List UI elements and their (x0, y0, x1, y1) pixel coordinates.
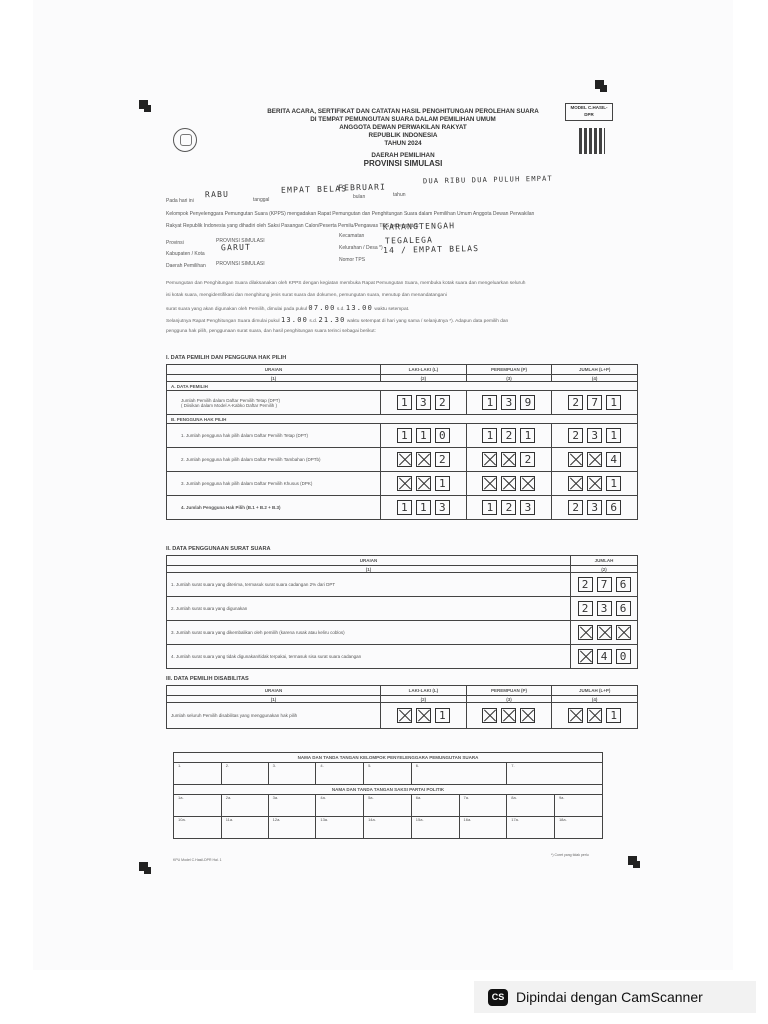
dapil-value: PROVINSI SIMULASI (216, 261, 265, 267)
value-cell (466, 496, 552, 520)
crossed-box (616, 625, 631, 640)
row-label: 3. Jumlah pengguna hak pilih dalam Daftar Pemilih Khusus (DPK) (167, 472, 381, 496)
ballot-usage-table (166, 555, 638, 669)
digit-box: 1 (397, 428, 412, 443)
digit-box: 1 (606, 476, 621, 491)
row-label: 3. Jumlah surat suara yang dikembalikan oleh pemilih (karena rusak atau keliru coblos) (167, 621, 571, 645)
section-3-title: III. DATA PEMILIH DISABILITAS (166, 676, 249, 682)
tps-value: 14 / EMPAT BELAS (382, 243, 480, 256)
signature-cell: 7. (507, 763, 603, 785)
header-daerah: DAERAH PEMILIHAN (371, 152, 435, 159)
form-paper (33, 0, 733, 970)
row-label: 2. Jumlah pengguna hak pilih dalam Daftar Pemilih Tambahan (DPTb) (167, 448, 381, 472)
row-label (167, 391, 381, 415)
value-cell (552, 391, 638, 415)
crossed-box (578, 649, 593, 664)
start-time: 07.00 (308, 304, 336, 312)
day-value: RABU (204, 189, 230, 200)
digit-box: 1 (520, 428, 535, 443)
model-badge: MODEL C.HASIL-DPR (565, 103, 613, 121)
col-number: (1) (167, 696, 381, 703)
kecamatan-label: Kecamatan (339, 233, 365, 239)
value-cell (552, 496, 638, 520)
form-header (203, 108, 603, 168)
value-cell (552, 424, 638, 448)
provinsi-label: Provinsi (166, 240, 184, 246)
kabupaten-value: GARUT (220, 242, 252, 253)
signature-cell: 3a. (268, 795, 316, 817)
provinsi-value: PROVINSI SIMULASI (216, 238, 265, 244)
signature-cell: 4a. (316, 795, 364, 817)
value-cell (381, 424, 467, 448)
value-cell (466, 391, 552, 415)
paragraph-line: pengguna hak pilih, penggunaan surat suara, dan hasil penghitungan suara terinci sebagai berikut: (166, 329, 376, 334)
crossed-box (482, 476, 497, 491)
col-jumlah: JUMLAH (571, 556, 638, 566)
header-line: BERITA ACARA, SERTIFIKAT DAN CATATAN HASIL PENGHITUNGAN PEROLEHAN SUARA (267, 108, 539, 115)
value-cell (381, 391, 467, 415)
crossed-box (568, 476, 583, 491)
table-row (167, 621, 638, 645)
signature-cell: 14a. (364, 817, 412, 839)
digit-box: 2 (501, 500, 516, 515)
kpu-logo-icon (173, 128, 197, 152)
footnote-left: KPU Model C.Hasil-DPR Hal. 1 (173, 858, 222, 862)
col-number: (3) (466, 375, 552, 382)
value-cell (552, 472, 638, 496)
value-cell (381, 496, 467, 520)
crossed-box (501, 708, 516, 723)
col-jumlah: JUMLAH (L+P) (552, 365, 638, 375)
paragraph-text: s.d. (336, 307, 345, 312)
col-uraian: URAIAN (167, 365, 381, 375)
crossed-box (482, 708, 497, 723)
dapil-label: Daerah Pemilihan (166, 263, 206, 269)
watermark-text: Dipindai dengan CamScanner (516, 989, 703, 1005)
crossed-box (397, 452, 412, 467)
col-number: (4) (552, 375, 638, 382)
digit-box: 1 (482, 395, 497, 410)
camscanner-watermark (474, 981, 756, 1013)
crossed-box (482, 452, 497, 467)
digit-box: 3 (597, 601, 612, 616)
corner-marker (595, 80, 604, 89)
voter-data-table (166, 364, 638, 520)
value-cell (571, 621, 638, 645)
table-row (167, 424, 638, 448)
section-2-title: II. DATA PENGGUNAAN SURAT SUARA (166, 546, 271, 552)
value-cell (571, 573, 638, 597)
scanned-photo (33, 0, 733, 970)
digit-box: 1 (482, 500, 497, 515)
signature-cell: 5. (364, 763, 412, 785)
paragraph-line: isi kotak suara, mengidentifikasi dan menghitung jenis surat suara dan dokumen, pemungutan suara, menutup dan menandatangani (166, 293, 447, 298)
signature-cell: 16a. (459, 817, 507, 839)
value-cell (571, 597, 638, 621)
digit-box: 1 (397, 395, 412, 410)
crossed-box (416, 452, 431, 467)
col-number: (1) (167, 566, 571, 573)
col-uraian: URAIAN (167, 556, 571, 566)
crossed-box (568, 708, 583, 723)
col-uraian: URAIAN (167, 686, 381, 696)
corner-marker (139, 862, 148, 871)
footnote-right: *) Coret yang tidak perlu (551, 853, 589, 857)
digit-box: 4 (597, 649, 612, 664)
digit-box: 1 (606, 395, 621, 410)
date-value: EMPAT BELAS (280, 184, 348, 195)
crossed-box (501, 452, 516, 467)
month-value: FEBRUARI (337, 182, 387, 193)
digit-box: 1 (416, 428, 431, 443)
kecamatan-value: KARANGTENGAH (382, 221, 456, 232)
header-line: ANGGOTA DEWAN PERWAKILAN RAKYAT (339, 124, 467, 131)
table-row (167, 391, 638, 415)
digit-box: 1 (416, 500, 431, 515)
disability-table (166, 685, 638, 729)
table-row (167, 496, 638, 520)
end-time: 13.00 (345, 304, 373, 312)
signature-cell: 17a. (507, 817, 555, 839)
section-1-title: I. DATA PEMILIH DAN PENGGUNA HAK PILIH (166, 355, 287, 361)
digit-box: 3 (587, 500, 602, 515)
value-cell (552, 448, 638, 472)
row-label: 2. Jumlah surat suara yang digunakan (167, 597, 571, 621)
header-provinsi: PROVINSI SIMULASI (363, 159, 443, 168)
crossed-box (416, 708, 431, 723)
camscanner-logo-icon: CS (488, 989, 508, 1006)
paragraph-text: Selanjutnya Rapat Penghitungan Suara dimulai pukul (166, 319, 280, 324)
tps-label: Nomor TPS (339, 257, 366, 263)
crossed-box (587, 476, 602, 491)
row-label: Jumlah seluruh Pemilih disabilitas yang menggunakan hak pilih (167, 703, 381, 729)
digit-box: 2 (435, 452, 450, 467)
signature-cell: 4. (316, 763, 364, 785)
signature-cell: 13a. (316, 817, 364, 839)
saksi-row (174, 795, 603, 817)
signature-cell: 6. (411, 763, 506, 785)
digit-box: 1 (435, 476, 450, 491)
digit-box: 3 (501, 395, 516, 410)
col-number: (2) (571, 566, 638, 573)
col-laki: LAKI-LAKI (L) (381, 686, 467, 696)
value-cell (466, 424, 552, 448)
kelurahan-label: Kelurahan / Desa *) (339, 245, 383, 251)
digit-box: 7 (597, 577, 612, 592)
digit-box: 0 (435, 428, 450, 443)
crossed-box (578, 625, 593, 640)
digit-box: 9 (520, 395, 535, 410)
kelurahan-value: TEGALEGA (384, 235, 434, 246)
header-line: REPUBLIK INDONESIA (368, 132, 438, 139)
row-label-sub: ( Diisikan dalam Model A-Kabko Daftar Pemilih ) (181, 402, 278, 408)
month-label: bulan (353, 194, 366, 200)
subsection-a-title: A. DATA PEMILIH (167, 382, 638, 391)
crossed-box (587, 452, 602, 467)
signature-cell: 9a. (554, 795, 602, 817)
digit-box: 6 (616, 577, 631, 592)
intro-sentence: Rakyat Republik Indonesia yang dihadiri oleh Saksi Pasangan Calon/Peserta Pemilu/Pengawas TPS bertempat di: (166, 223, 420, 229)
digit-box: 1 (482, 428, 497, 443)
date-label: tanggal (253, 197, 270, 203)
digit-box: 2 (501, 428, 516, 443)
count-end-time: 21.30 (318, 316, 346, 324)
subsection-b-title: B. PENGGUNA HAK PILIH (167, 415, 638, 424)
paragraph-text: surat suara yang akan digunakan oleh Pemilih, dimulai pada pukul (166, 307, 308, 312)
col-number: (4) (552, 696, 638, 703)
signature-cell: 15a. (411, 817, 459, 839)
col-perempuan: PEREMPUAN (P) (466, 686, 552, 696)
day-label: Pada hari ini (166, 198, 194, 204)
signature-cell: 8a. (507, 795, 555, 817)
corner-marker (139, 100, 148, 109)
row-label: 1. Jumlah pengguna hak pilih dalam Daftar Pemilih Tetap (DPT) (167, 424, 381, 448)
value-cell (381, 448, 467, 472)
saksi-title: NAMA DAN TANDA TANGAN SAKSI PARTAI POLITIK (174, 785, 603, 795)
col-number: (3) (466, 696, 552, 703)
crossed-box (597, 625, 612, 640)
crossed-box (397, 476, 412, 491)
digit-box: 1 (606, 708, 621, 723)
row-label-text: Jumlah Pemilih dalam Daftar Pemilih Tetap (DPT) (181, 397, 280, 403)
value-cell (466, 472, 552, 496)
table-row (167, 448, 638, 472)
col-number: (1) (167, 375, 381, 382)
value-cell (552, 703, 638, 729)
signature-cell: 12a. (268, 817, 316, 839)
signature-cell: 5a. (364, 795, 412, 817)
signature-cell: 10a. (174, 817, 222, 839)
digit-box: 0 (616, 649, 631, 664)
paragraph-text: waktu setempat. (374, 307, 410, 312)
digit-box: 2 (568, 500, 583, 515)
digit-box: 3 (416, 395, 431, 410)
year-label: tahun (393, 192, 406, 198)
digit-box: 6 (616, 601, 631, 616)
digit-box: 2 (435, 395, 450, 410)
signature-cell: 1. (174, 763, 222, 785)
crossed-box (520, 708, 535, 723)
crossed-box (587, 708, 602, 723)
row-label: 4. Jumlah surat suara yang tidak digunakan/tidak terpakai, termasuk sisa surat suara cadangan (167, 645, 571, 669)
header-line: DI TEMPAT PEMUNGUTAN SUARA DALAM PEMILIHAN UMUM (310, 116, 496, 123)
table-row (167, 573, 638, 597)
value-cell (466, 448, 552, 472)
saksi-row (174, 817, 603, 839)
crossed-box (501, 476, 516, 491)
signature-cell: 2a. (221, 795, 268, 817)
signature-cell: 2. (221, 763, 268, 785)
digit-box: 6 (606, 500, 621, 515)
year-value: DUA RIBU DUA PULUH EMPAT (422, 174, 554, 186)
digit-box: 1 (606, 428, 621, 443)
crossed-box (416, 476, 431, 491)
col-number: (2) (381, 375, 467, 382)
digit-box: 4 (606, 452, 621, 467)
digit-box: 2 (568, 395, 583, 410)
signature-cell: 6a. (411, 795, 459, 817)
paragraph-text: waktu setempat di hari yang sama / selanjutnya *). Adapun data pemilih dan (346, 319, 509, 324)
row-label: 1. Jumlah surat suara yang diterima, termasuk surat suara cadangan 2% dari DPT (167, 573, 571, 597)
qr-code-icon (579, 128, 605, 154)
signature-cell: 3. (268, 763, 316, 785)
value-cell (571, 645, 638, 669)
row-label: 4. Jumlah Pengguna Hak Pilih (B.1 + B.2 + B.3) (167, 496, 381, 520)
table-row (167, 703, 638, 729)
kabupaten-label: Kabupaten / Kota (166, 251, 205, 257)
header-line: TAHUN 2024 (384, 140, 422, 147)
table-row (167, 645, 638, 669)
digit-box: 3 (587, 428, 602, 443)
signature-table (173, 752, 603, 839)
count-start-time: 13.00 (280, 316, 309, 324)
intro-sentence: Kelompok Penyelenggara Pemungutan Suara (KPPS) mengadakan Rapat Pemungutan dan Penghitungan Suara dalam Pemilihan Umum Anggota Dewan Perwakilan (166, 211, 535, 217)
digit-box: 2 (578, 601, 593, 616)
signature-cell: 11a. (221, 817, 268, 839)
col-perempuan: PEREMPUAN (P) (466, 365, 552, 375)
paragraph-line: Pemungutan dan Penghitungan Suara dilaksanakan oleh KPPS dengan kegiatan membuka Rapat Pemungutan Suara, membuka kotak suara dan mengeluarkan seluruh (166, 281, 526, 286)
table-row (167, 597, 638, 621)
col-number: (2) (381, 696, 467, 703)
digit-box: 3 (435, 500, 450, 515)
digit-box: 1 (435, 708, 450, 723)
table-row (167, 472, 638, 496)
kpps-row (174, 763, 603, 785)
corner-marker (628, 856, 637, 865)
kpps-title: NAMA DAN TANDA TANGAN KELOMPOK PENYELENGGARA PEMUNGUTAN SUARA (174, 753, 603, 763)
paragraph-text: s.d. (309, 319, 318, 324)
digit-box: 2 (578, 577, 593, 592)
digit-box: 2 (520, 452, 535, 467)
digit-box: 7 (587, 395, 602, 410)
digit-box: 3 (520, 500, 535, 515)
value-cell (381, 703, 467, 729)
digit-box: 2 (568, 428, 583, 443)
crossed-box (520, 476, 535, 491)
value-cell (381, 472, 467, 496)
col-jumlah: JUMLAH (L+P) (552, 686, 638, 696)
crossed-box (568, 452, 583, 467)
digit-box: 1 (397, 500, 412, 515)
col-laki: LAKI-LAKI (L) (381, 365, 467, 375)
signature-cell: 18a. (554, 817, 602, 839)
crossed-box (397, 708, 412, 723)
signature-cell: 1a. (174, 795, 222, 817)
value-cell (466, 703, 552, 729)
signature-cell: 7a. (459, 795, 507, 817)
